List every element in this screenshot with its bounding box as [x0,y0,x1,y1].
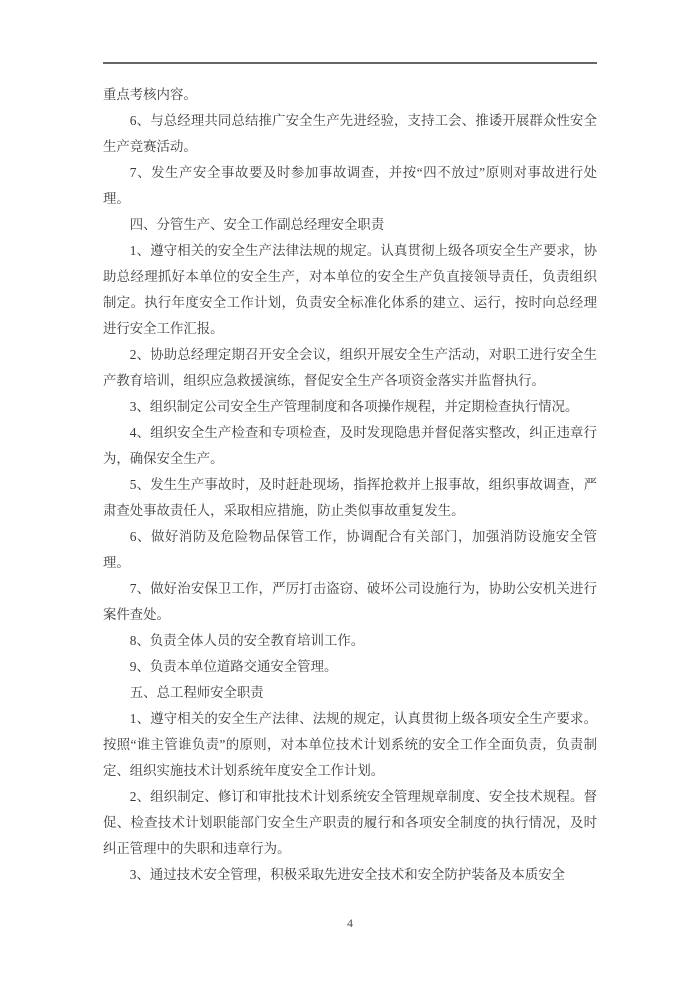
list-item-7-accident-investigation: 7、发生产安全事故要及时参加事故调查，并按“四不放过”原则对事故进行处理。 [103,165,597,206]
list-item-5-accident-response: 5、发生生产事故时，及时赶赴现场，指挥抢救并上报事故，组织事故调查，严肃查处事故责任人，采取相应措施，防止类似事故重复发生。 [103,477,597,518]
list-item-6-fire-safety: 6、做好消防及危险物品保管工作，协调配合有关部门，加强消防设施安全管理。 [103,529,597,570]
paragraph-continuation: 重点考核内容。 [103,87,197,102]
page-number: 4 [347,916,353,930]
list-item-6-general-manager: 6、与总经理共同总结推广安全生产先进经验，支持工会、推诿开展群众性安全生产竞赛活动。 [103,113,597,154]
list-item-4-inspections: 4、组织安全生产检查和专项检查，及时发现隐患并督促落实整改，纠正违章行为，确保安全生产。 [103,425,597,466]
document-body [103,82,597,888]
list-item-2-technical-rules: 2、组织制定、修订和审批技术计划系统安全管理规章制度、安全技术规程。督促、检查技术计划职能部门安全生产职责的履行和各项安全制度的执行情况，及时纠正管理中的失职和违章行为。 [103,789,597,856]
section-heading-5-chief-engineer-duties: 五、总工程师安全职责 [129,685,264,700]
list-item-3-management-rules: 3、组织制定公司安全生产管理制度和各项操作规程，并定期检查执行情况。 [129,399,579,414]
header-rule [103,62,597,64]
list-item-3-technical-safety-management: 3、通过技术安全管理，积极采取先进安全技术和安全防护装备及本质安全 [129,867,565,882]
list-item-2-safety-meetings: 2、协助总经理定期召开安全会议，组织开展安全生产活动，对职工进行安全生产教育培训，组织应急救援演练，督促安全生产各项资金落实并监督执行。 [103,347,597,388]
list-item-7-security-work: 7、做好治安保卫工作，严厉打击盗窃、破坏公司设施行为，协助公安机关进行案件查处。 [103,581,597,622]
list-item-1-laws-regulations: 1、遵守相关的安全生产法律法规的规定。认真贯彻上级各项安全生产要求，协助总经理抓好本单位的安全生产，对本单位的安全生产负直接领导责任，负责组织制定。执行年度安全工作计划，负责安全标准化体系的建立、运行，按时向总经理进行安全工作汇报。 [103,243,597,336]
list-item-8-safety-training: 8、负责全体人员的安全教育培训工作。 [129,633,365,648]
list-item-1-technical-plan-responsibility: 1、遵守相关的安全生产法律、法规的规定，认真贯彻上级各项安全生产要求。按照“谁主管谁负责”的原则，对本单位技术计划系统的安全工作全面负责，负责制定、组织实施技术计划系统年度安全工作计划。 [103,711,597,778]
section-heading-4-deputy-gm-duties: 四、分管生产、安全工作副总经理安全职责 [129,217,385,232]
list-item-9-road-traffic: 9、负责本单位道路交通安全管理。 [129,659,338,674]
